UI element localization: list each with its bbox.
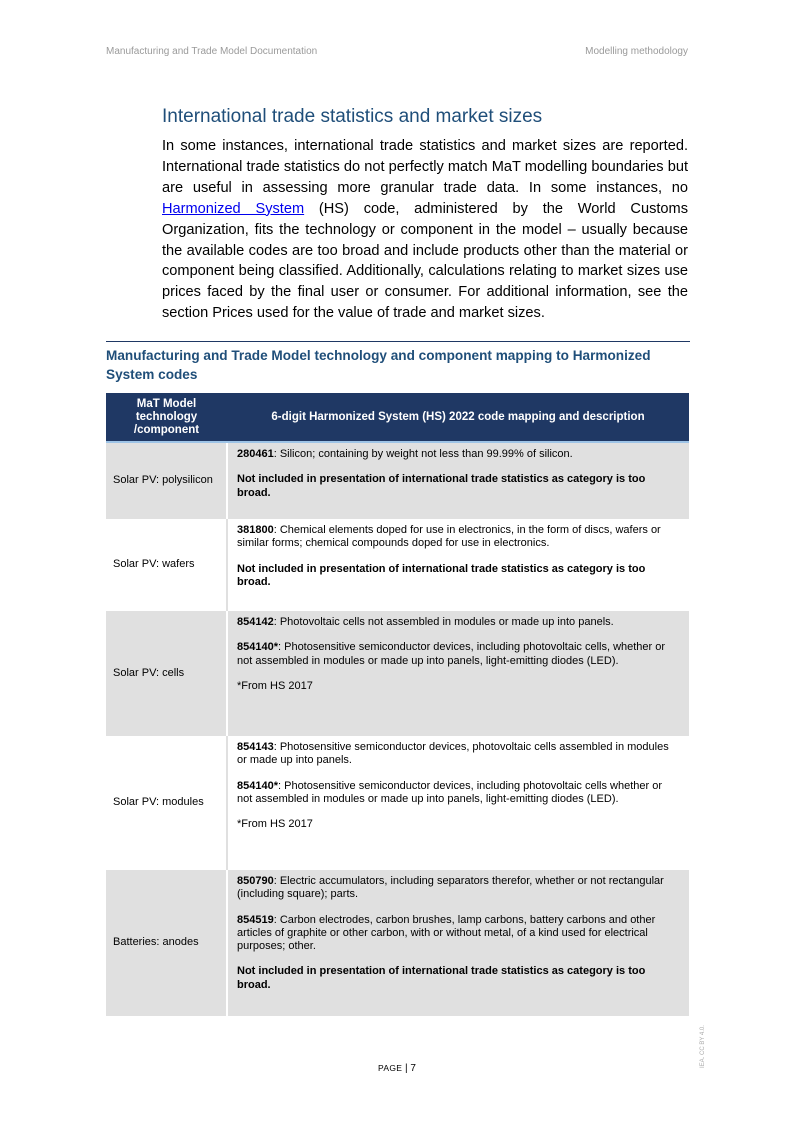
row-label: Batteries: anodes xyxy=(106,870,227,1016)
hs-description: : Electric accumulators, including separators therefor, whether or not rectangular (including square); parts. xyxy=(237,875,664,901)
hs-entry xyxy=(237,641,671,668)
table-title: Manufacturing and Trade Model technology and component mapping to Harmonized System codes xyxy=(106,348,651,382)
table-row xyxy=(106,736,689,870)
hs-code: 854142 xyxy=(237,616,274,628)
hs-description: : Photovoltaic cells not assembled in modules or made up into panels. xyxy=(273,616,614,628)
hs-code: 854140* xyxy=(237,779,278,792)
page-separator: | xyxy=(402,1063,411,1074)
paragraph-text-start: In some instances, international trade statistics and market sizes are reported. International trade statistics do not perfectly match MaT modelling boundaries but are useful in assessing more granular trade data. In some instances, no xyxy=(162,138,688,196)
table-row xyxy=(106,611,689,736)
section-title: International trade statistics and market sizes xyxy=(162,106,543,127)
hs-entry xyxy=(237,448,671,461)
hs-description: : Chemical elements doped for use in electronics, in the form of discs, wafers or similar forms; chemical compounds doped for use in electronics. xyxy=(237,524,661,550)
hs-description: : Photosensitive semiconductor devices, including photovoltaic cells, whether or not assembled in modules or made up into panels, light-emitting diodes (LED). xyxy=(237,641,666,667)
hs-entry xyxy=(237,780,671,807)
column-header-hs-mapping: 6-digit Harmonized System (HS) 2022 code mapping and description xyxy=(227,393,689,442)
hs-code: 850790 xyxy=(237,875,274,887)
running-header-left: Manufacturing and Trade Model Documentation xyxy=(106,46,318,57)
row-description xyxy=(227,611,689,736)
hs-description: : Carbon electrodes, carbon brushes, lamp carbons, battery carbons and other articles of graphite or other carbon, with or without metal, of a kind used for electrical purposes; other. xyxy=(237,913,656,953)
row-description xyxy=(227,736,689,870)
row-description xyxy=(227,870,689,1016)
running-header-right: Modelling methodology xyxy=(585,46,688,57)
hs-entry xyxy=(237,914,671,954)
hs-code: 381800 xyxy=(237,524,274,536)
hs-footnote: *From HS 2017 xyxy=(237,818,313,831)
table-top-rule xyxy=(106,341,690,342)
hs-footnote: *From HS 2017 xyxy=(237,679,313,692)
hs-entry xyxy=(237,875,671,902)
table-row xyxy=(106,519,689,611)
row-description xyxy=(227,442,689,519)
section-paragraph xyxy=(162,136,688,324)
hs-description: : Photosensitive semiconductor devices, including photovoltaic cells whether or not assembled in modules or made up into panels, light-emitting diodes (LED). xyxy=(237,779,662,805)
paragraph-text-end: (HS) code, administered by the World Customs Organization, fits the technology or component in the model – usually because the available codes are too broad and include products other than the material or component being classified. Additionally, calculations relating to market sizes use prices faced by the final user or consumer. For additional information, see the section Prices used for the value of trade and market sizes. xyxy=(162,200,689,322)
hs-entry xyxy=(237,741,671,768)
page-number: 7 xyxy=(410,1063,416,1074)
exclusion-note: Not included in presentation of international trade statistics as category is too broad. xyxy=(237,562,646,588)
hs-code: 854140* xyxy=(237,641,278,654)
page-label: PAGE xyxy=(378,1063,403,1073)
exclusion-note: Not included in presentation of international trade statistics as category is too broad. xyxy=(237,965,646,991)
hs-description: : Silicon; containing by weight not less than 99.99% of silicon. xyxy=(273,448,573,460)
hs-description: : Photosensitive semiconductor devices, photovoltaic cells assembled in modules or made up into panels. xyxy=(237,741,669,767)
exclusion-note: Not included in presentation of international trade statistics as category is too broad. xyxy=(237,473,646,499)
harmonized-system-link[interactable]: Harmonized System xyxy=(162,200,305,217)
hs-entry xyxy=(237,524,671,551)
table-row xyxy=(106,870,689,1016)
hs-mapping-table xyxy=(106,393,689,1016)
license-note: IEA. CC BY 4.0. xyxy=(700,1025,706,1068)
hs-entry xyxy=(237,616,671,629)
hs-code: 854519 xyxy=(237,913,274,926)
row-label: Solar PV: cells xyxy=(106,611,227,736)
hs-code: 280461 xyxy=(237,448,274,460)
hs-code: 854143 xyxy=(237,741,274,753)
row-label: Solar PV: polysilicon xyxy=(106,442,227,519)
column-header-technology: MaT Model technology /component xyxy=(106,393,227,442)
row-label: Solar PV: wafers xyxy=(106,519,227,611)
row-description xyxy=(227,519,689,611)
row-label: Solar PV: modules xyxy=(106,736,227,870)
page-footer xyxy=(0,1063,794,1074)
table-row xyxy=(106,442,689,519)
